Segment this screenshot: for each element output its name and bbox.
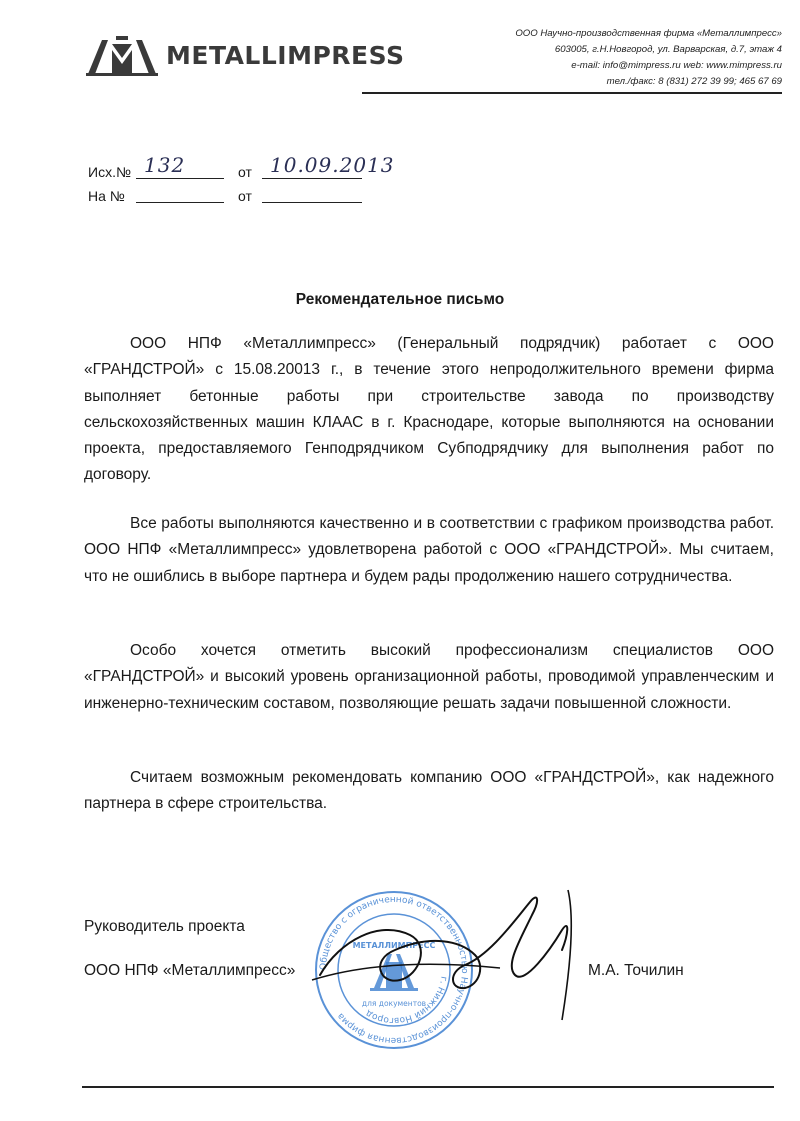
letter-title: Рекомендательное письмо <box>295 291 505 308</box>
outgoing-number-label: Исх.№ <box>88 164 131 180</box>
handwritten-signature-icon <box>300 880 620 1030</box>
contact-line-company: ООО Научно-производственная фирма «Металлимпресс» <box>515 28 782 39</box>
mim-logo-icon <box>86 36 158 76</box>
stamp-bottom-text: г. Нижний Новгород <box>364 975 449 1026</box>
paragraph-2-text: Все работы выполняются качественно и в соответствии с графиком производства работ. ООО НПФ «Металлимпресс» удовлетворена работой с ООО «ГРАНДСТРОЙ». Мы считаем, что не ошиблись в выборе партнера и будем рады продолжению нашего сотрудничества. <box>84 515 774 585</box>
outgoing-date-field <box>262 153 395 179</box>
contact-line-email-web: e-mail: info@mimpress.ru web: www.mimpress.ru <box>571 60 782 71</box>
letter-paragraph-1 <box>84 331 774 489</box>
signer-name: М.А. Точилин <box>588 962 684 979</box>
letter-paragraph-3 <box>84 638 774 717</box>
outgoing-number-value: 132 <box>144 153 186 177</box>
paragraph-4-text: Считаем возможным рекомендовать компанию ООО «ГРАНДСТРОЙ», как надежного партнера в сфере строительства. <box>84 769 774 813</box>
stamp-outer-text: Общество с ограниченной ответственностью Научно-производственная фирма <box>318 894 470 1046</box>
incoming-date-label: от <box>238 188 252 204</box>
incoming-date-field <box>262 182 362 203</box>
company-logo <box>86 36 405 80</box>
letter-paragraph-4 <box>84 765 774 818</box>
header-divider <box>362 92 782 94</box>
footer-divider <box>82 1086 774 1088</box>
incoming-number-label: На № <box>88 188 125 204</box>
contact-line-address: 603005, г.Н.Новгород, ул. Варварская, д.7, этаж 4 <box>554 44 782 55</box>
outgoing-date-value: 10.09.2013 <box>270 153 395 177</box>
company-contacts <box>462 26 782 90</box>
stamp-inner-text: МЕТАЛЛИМПРЕСС <box>352 941 436 950</box>
contact-line-phone: тел./факс: 8 (831) 272 39 99; 465 67 69 <box>606 76 782 87</box>
outgoing-date-label: от <box>238 164 252 180</box>
signer-company: ООО НПФ «Металлимпресс» <box>84 962 296 979</box>
stamp-docs-text: для документов <box>361 999 427 1008</box>
reference-block <box>88 153 408 206</box>
paragraph-3-text: Особо хочется отметить высокий профессионализм специалистов ООО «ГРАНДСТРОЙ» и высокий уровень организационной работы, проводимой управленческим и инженерно-техническим составом, позволяющие решать задачи повышенной сложности. <box>84 642 774 712</box>
paragraph-1-text: ООО НПФ «Металлимпресс» (Генеральный подрядчик) работает с ООО «ГРАНДСТРОЙ» с 15.08.20013 г., в течение этого непродолжительного времени фирма выполняет бетонные работы при строительстве завода по производству сельскохозяйственных машин КЛААС в г. Краснодаре, которые выполняются на основании проекта, предоставляемого Генподрядчиком Субподрядчику для выполнения работ по договору. <box>84 335 774 484</box>
logo-wordmark: METALLIMPRESS <box>166 41 405 70</box>
incoming-number-field <box>136 182 224 203</box>
letter-paragraph-2 <box>84 511 774 590</box>
incoming-ref-row <box>88 182 408 206</box>
outgoing-number-field <box>136 153 224 179</box>
signer-position: Руководитель проекта <box>84 918 245 935</box>
outgoing-ref-row <box>88 153 408 182</box>
